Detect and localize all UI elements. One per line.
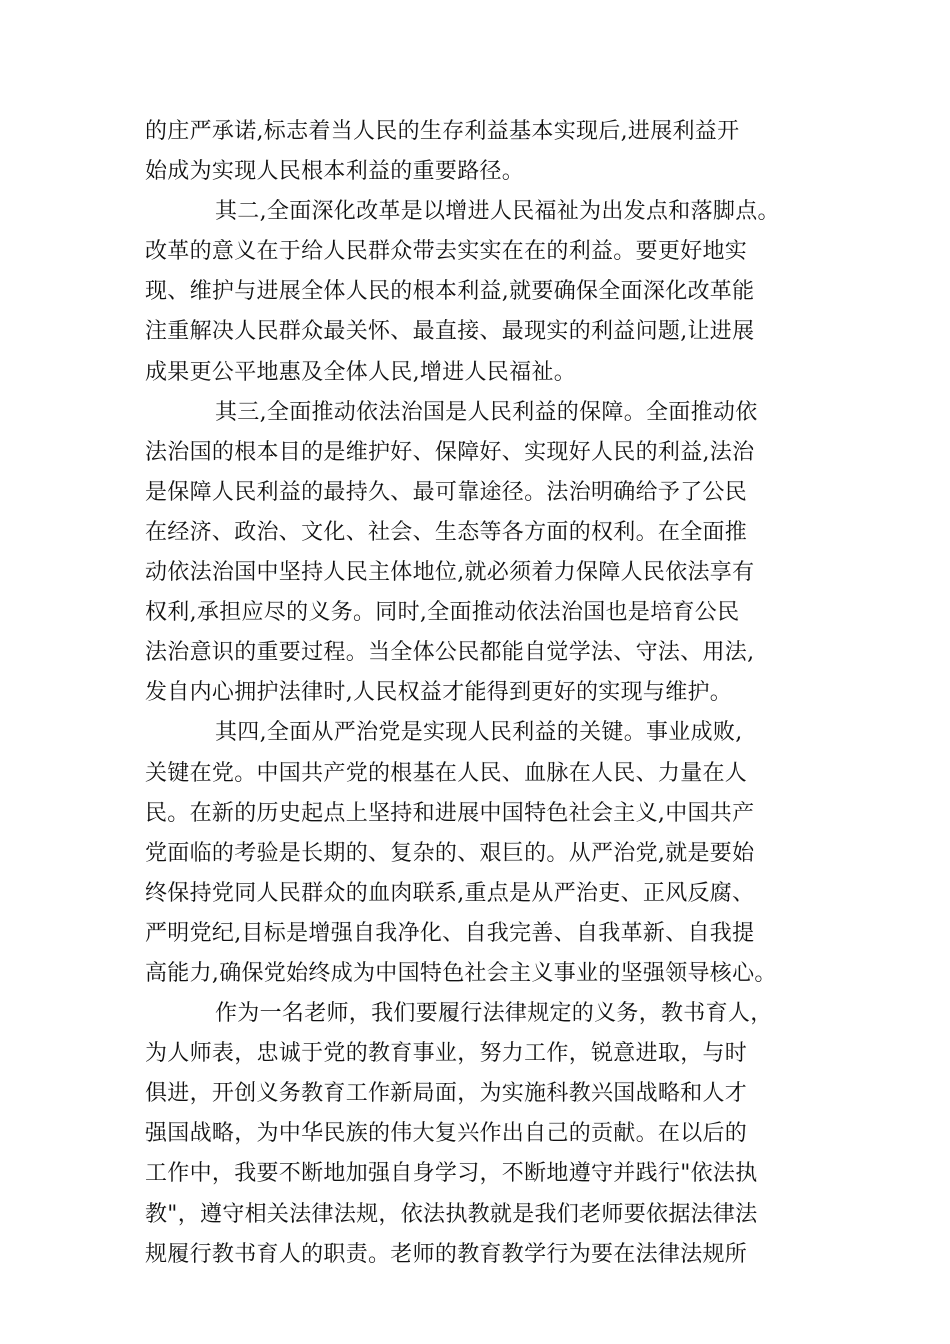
text-line: 党面临的考验是长期的、复杂的、艰巨的。从严治党,就是要始 xyxy=(145,840,755,866)
text-line: 为人师表，忠诚于党的教育事业，努力工作，锐意进取，与时 xyxy=(145,1041,748,1067)
text-line: 现、维护与进展全体人民的根本利益,就要确保全面深化改革能 xyxy=(145,279,755,305)
text-line: 规履行教书育人的职责。老师的教育教学行为要在法律法规所 xyxy=(145,1241,748,1267)
paragraph-start-line: 其三,全面推动依法治国是人民利益的保障。全面推动依 xyxy=(215,399,758,425)
text-line: 在经济、政治、文化、社会、生态等各方面的权利。在全面推 xyxy=(145,519,748,545)
text-line: 高能力,确保党始终成为中国特色社会主义事业的坚强领导核心。 xyxy=(145,960,777,986)
paragraph-start-line: 其四,全面从严治党是实现人民利益的关键。事业成败, xyxy=(215,720,743,746)
text-line: 俱进，开创义务教育工作新局面，为实施科教兴国战略和人才 xyxy=(145,1081,748,1107)
text-line: 教"，遵守相关法律法规，依法执教就是我们老师要依据法律法 xyxy=(145,1201,758,1227)
text-line: 的庄严承诺,标志着当人民的生存利益基本实现后,进展利益开 xyxy=(145,119,740,144)
paragraph-start-line: 其二,全面深化改革是以增进人民福祉为出发点和落脚点。 xyxy=(215,199,780,225)
text-line: 权利,承担应尽的义务。同时,全面推动依法治国也是培育公民 xyxy=(145,600,740,626)
text-line: 严明党纪,目标是增强自我净化、自我完善、自我革新、自我提 xyxy=(145,920,755,946)
text-line: 发自内心拥护法律时,人民权益才能得到更好的实现与维护。 xyxy=(145,680,733,706)
text-line: 民。在新的历史起点上坚持和进展中国特色社会主义,中国共产 xyxy=(145,800,755,826)
text-line: 注重解决人民群众最关怀、最直接、最现实的利益问题,让进展 xyxy=(145,319,755,345)
text-line: 法治国的根本目的是维护好、保障好、实现好人民的利益,法治 xyxy=(145,439,755,465)
paragraph-start-line: 作为一名老师，我们要履行法律规定的义务，教书育人， xyxy=(215,1001,773,1027)
text-line: 关键在党。中国共产党的根基在人民、血脉在人民、力量在人 xyxy=(145,760,748,786)
text-line: 成果更公平地惠及全体人民,增进人民福祉。 xyxy=(145,359,576,385)
text-line: 始成为实现人民根本利益的重要路径。 xyxy=(145,159,525,185)
text-line: 是保障人民利益的最持久、最可靠途径。法治明确给予了公民 xyxy=(145,479,748,505)
body-text xyxy=(145,112,815,1275)
text-line: 强国战略，为中华民族的伟大复兴作出自己的贡献。在以后的 xyxy=(145,1121,748,1147)
text-line: 法治意识的重要过程。当全体公民都能自觉学法、守法、用法, xyxy=(145,640,755,666)
text-line: 工作中，我要不断地加强自身学习，不断地遵守并践行"依法执 xyxy=(145,1161,758,1187)
text-line: 改革的意义在于给人民群众带去实实在在的利益。要更好地实 xyxy=(145,239,748,265)
text-line: 动依法治国中坚持人民主体地位,就必须着力保障人民依法享有 xyxy=(145,560,755,586)
text-line: 终保持党同人民群众的血肉联系,重点是从严治吏、正风反腐、 xyxy=(145,880,755,906)
